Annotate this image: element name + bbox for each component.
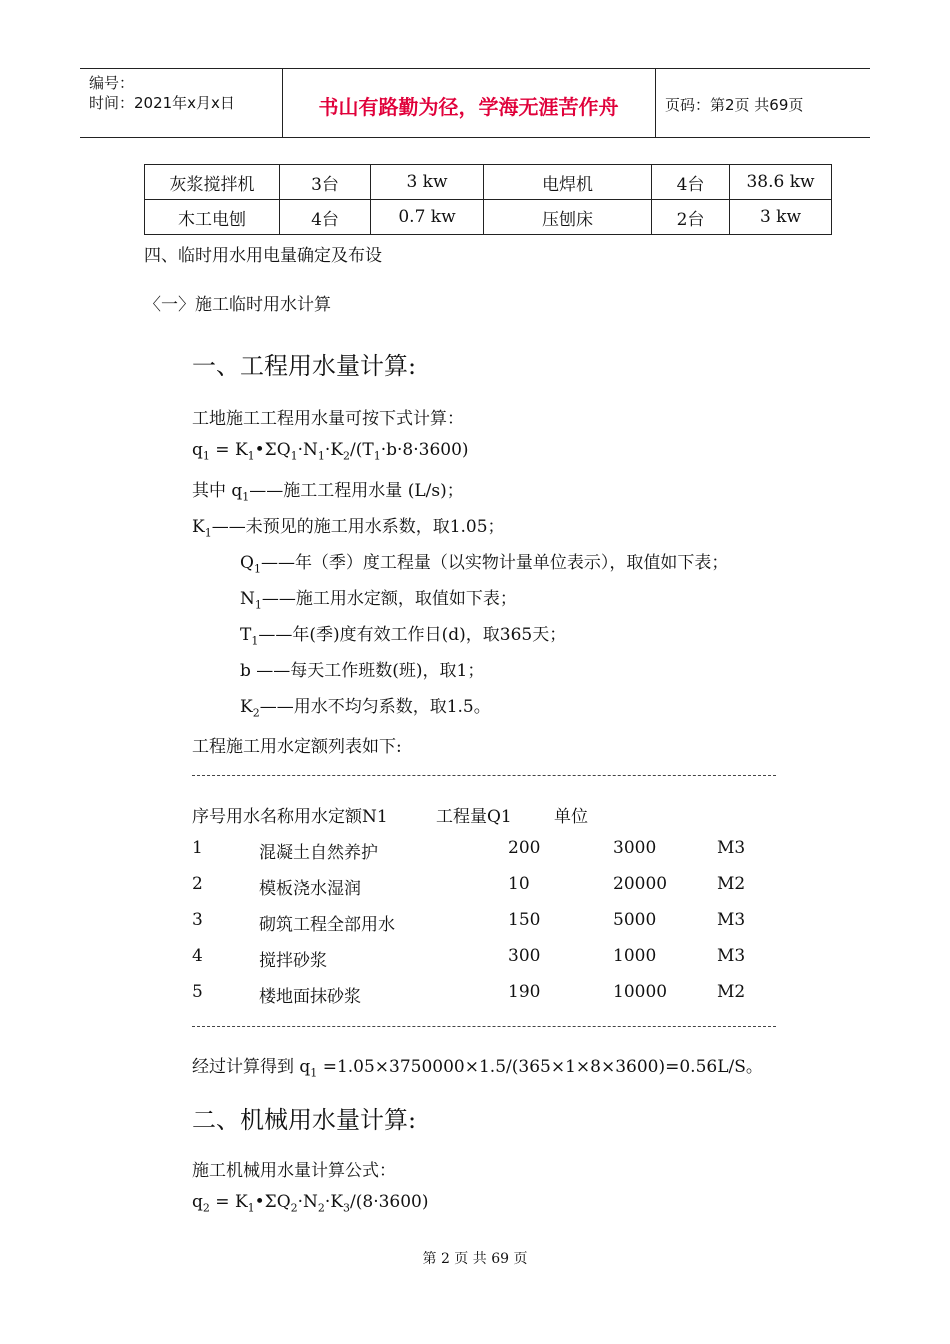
page-footer: 第 2 页 共 69 页: [422, 1251, 528, 1267]
page-header: [80, 68, 870, 138]
paragraph: 施工机械用水量计算公式：: [192, 1161, 396, 1181]
table-cell: 3台: [280, 165, 371, 200]
quota-cell-unit: M2: [717, 874, 746, 894]
definition-T1: $T_1——$年(季)度有效工作日(d)，取365天；: [240, 625, 567, 648]
quota-cell-qty: 10000: [613, 982, 668, 1002]
quota-cell-quota: 200: [508, 838, 541, 858]
quota-cell-quota: 300: [508, 946, 541, 966]
definition-N1: $N_1——$施工用水定额，取值如下表；: [240, 589, 517, 612]
time-label: 时间：2021年x月x日: [89, 94, 235, 112]
header-motto: 书山有路勤为径，学海无涯苦作舟: [318, 95, 619, 119]
quota-cell-unit: M3: [717, 946, 746, 966]
table-cell: 4台: [652, 165, 730, 200]
quota-cell-name: 搅拌砂浆: [259, 951, 327, 971]
quota-cell-unit: M3: [717, 910, 746, 930]
quota-cell-no: 3: [192, 910, 203, 930]
formula-q2: $q_2$ = $K_1•\Sigma Q_2\cdot N_2\cdot K_3/(8\cdot 3600)$: [192, 1192, 429, 1215]
quota-cell-name: 混凝土自然养护: [259, 843, 378, 863]
table-cell: 38.6 kw: [730, 165, 832, 200]
quota-cell-unit: M2: [717, 982, 746, 1002]
table-cell: 0.7 kw: [371, 200, 484, 235]
table-cell: 2台: [652, 200, 730, 235]
quota-cell-qty: 5000: [613, 910, 657, 930]
table-cell: 4台: [280, 200, 371, 235]
heading-water-calc: 一、工程用水量计算:: [192, 352, 417, 380]
subsection-heading: 〈一〉施工临时用水计算: [144, 295, 331, 315]
table-cell: 压刨床: [484, 200, 652, 235]
quota-cell-qty: 3000: [613, 838, 657, 858]
quota-header: 序号用水名称用水定额N1: [192, 807, 388, 827]
quota-cell-qty: 1000: [613, 946, 657, 966]
quota-cell-no: 4: [192, 946, 203, 966]
page-number-label: 页码：第2页 共69页: [665, 96, 804, 114]
table-cell: 电焊机: [484, 165, 652, 200]
table-cell: 木工电刨: [145, 200, 280, 235]
table-row: [145, 165, 832, 200]
definition-q1: 其中 $q_1——$施工工程用水量 (L/s)；: [192, 481, 464, 504]
paragraph: 工程施工用水定额列表如下:: [192, 737, 402, 757]
paragraph: 工地施工工程用水量可按下式计算：: [192, 409, 464, 429]
quota-cell-no: 1: [192, 838, 203, 858]
quota-cell-name: 砌筑工程全部用水: [259, 915, 395, 935]
heading-machine-water: 二、机械用水量计算:: [192, 1106, 417, 1134]
definition-K2: $K_2——$用水不均匀系数，取1.5。: [240, 697, 491, 720]
definition-b: b ——每天工作班数(班)，取1；: [240, 661, 485, 681]
table-cell: 3 kw: [371, 165, 484, 200]
quota-header: 单位: [554, 807, 588, 827]
table-row: [145, 200, 832, 235]
equipment-table: [144, 164, 832, 235]
table-cell: 灰浆搅拌机: [145, 165, 280, 200]
section-heading: 四、临时用水用电量确定及布设: [144, 246, 382, 266]
quota-cell-name: 楼地面抹砂浆: [259, 987, 361, 1007]
table-cell: 3 kw: [730, 200, 832, 235]
serial-label: 编号：: [89, 74, 135, 92]
quota-cell-qty: 20000: [613, 874, 668, 894]
formula-q1: $q_1$ = $K_1•\Sigma Q_1\cdot N_1\cdot K_2/(T_1\cdot b\cdot 8\cdot 3600)$: [192, 440, 469, 463]
quota-header: 工程量Q1: [436, 807, 512, 827]
quota-cell-quota: 10: [508, 874, 530, 894]
quota-cell-name: 模板浇水湿润: [259, 879, 361, 899]
definition-k1: $K_1——$未预见的施工用水系数，取1.05；: [192, 517, 505, 540]
header-divider: [655, 69, 656, 137]
quota-cell-unit: M3: [717, 838, 746, 858]
dashed-rule: [192, 775, 776, 776]
quota-cell-no: 5: [192, 982, 203, 1002]
dashed-rule: [192, 1026, 776, 1027]
quota-cell-quota: 190: [508, 982, 541, 1002]
definition-Q1: $Q_1——$年（季）度工程量（以实物计量单位表示），取值如下表；: [240, 553, 729, 576]
quota-cell-quota: 150: [508, 910, 541, 930]
result-paragraph: 经过计算得到 $q_1 =1.05\times 3750000\times 1.5/(365\times 1\times 8\times 3600)=0.56L/S$。: [192, 1057, 763, 1080]
quota-cell-no: 2: [192, 874, 203, 894]
